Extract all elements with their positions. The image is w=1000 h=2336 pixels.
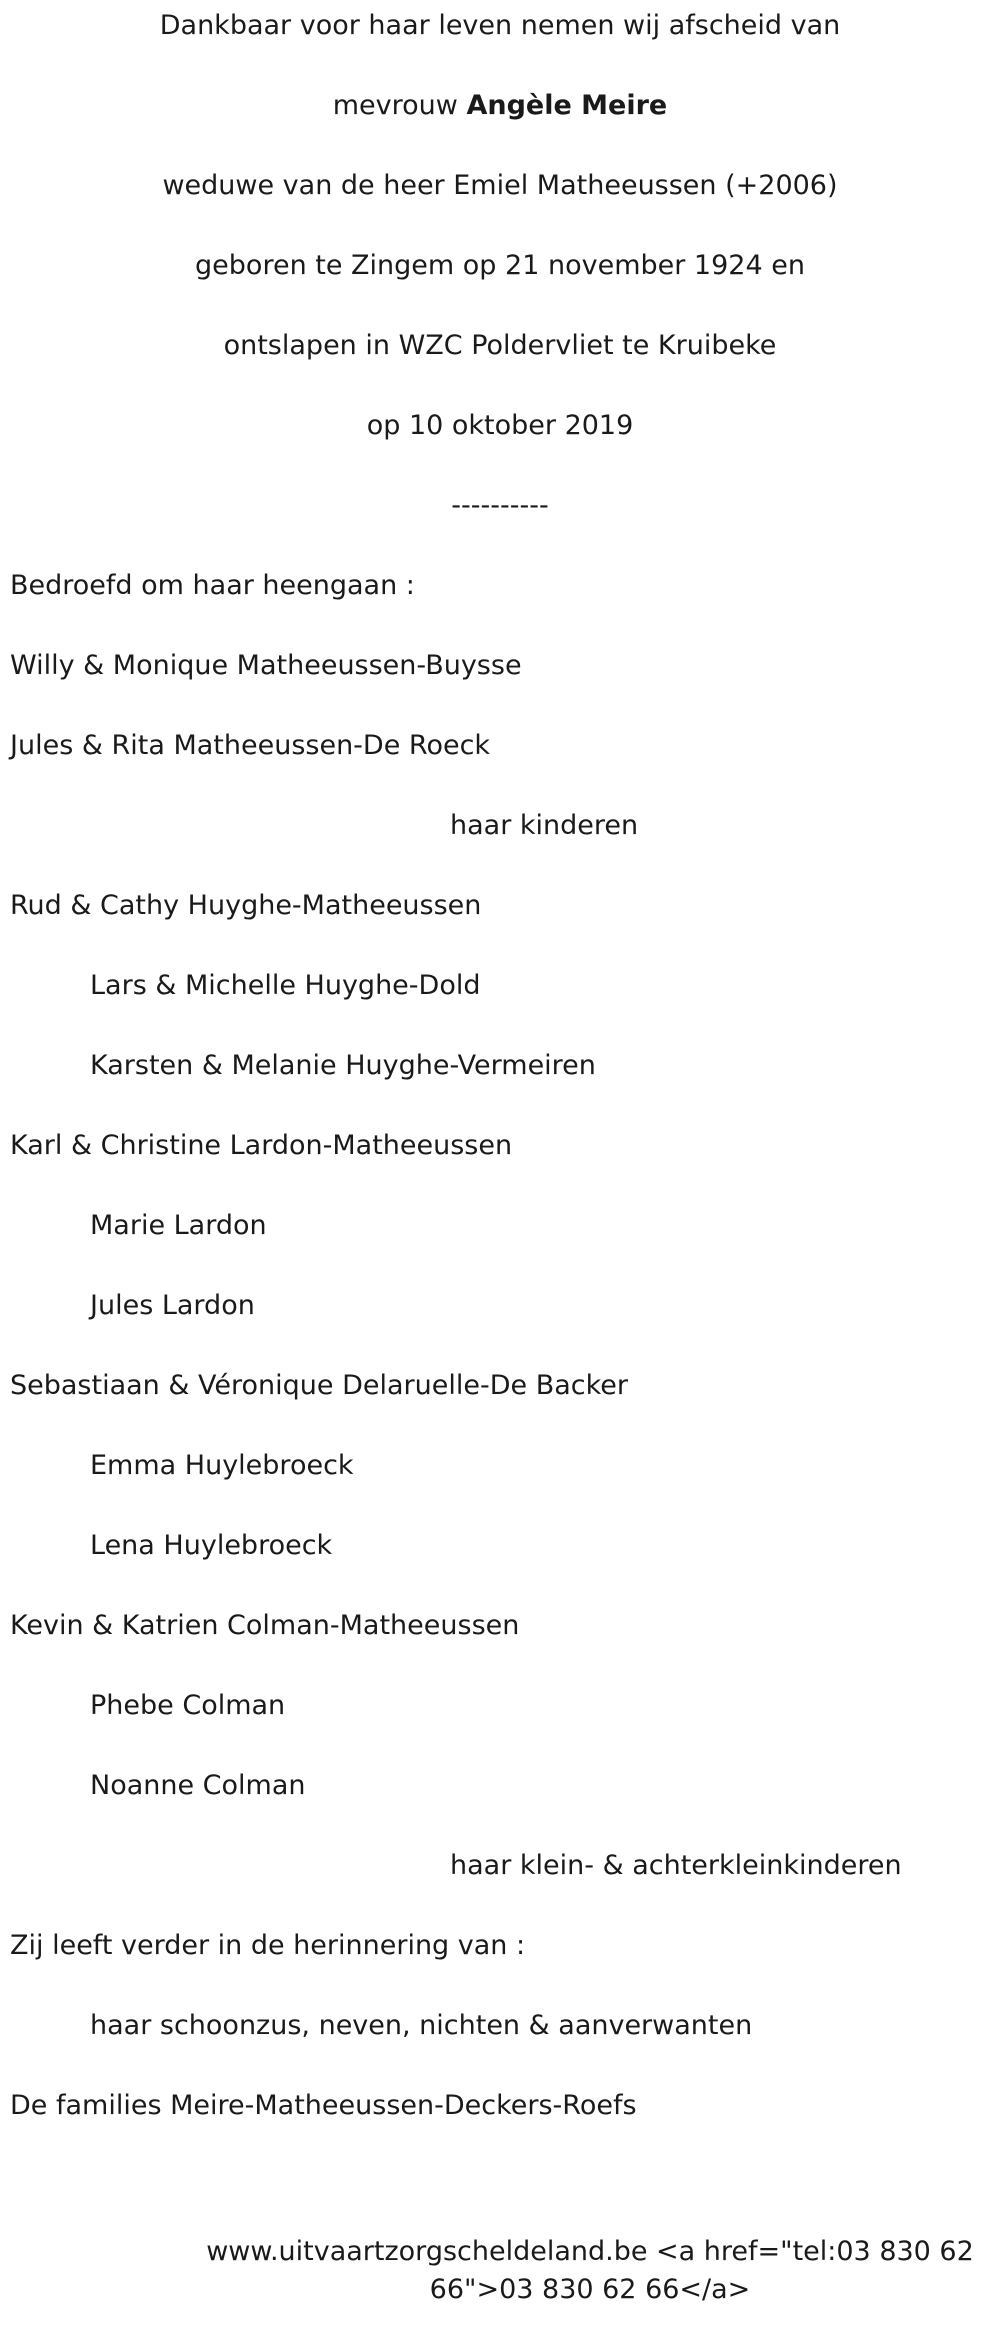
mourners-heading: Bedroefd om haar heengaan : [10,570,415,601]
title-prefix: mevrouw [332,90,467,121]
relation-label: haar klein- & achterkleinkinderen [450,1850,902,1881]
deceased-name-line [0,89,1000,123]
mourner-line: Lena Huylebroeck [90,1530,333,1561]
memory-heading: Zij leeft verder in de herinnering van : [10,1930,526,1961]
mourner-line: Jules & Rita Matheeussen-De Roeck [10,730,491,761]
mourner-line: Kevin & Katrien Colman-Matheeussen [10,1610,520,1641]
divider: ---------- [451,490,549,521]
widow-line: weduwe van de heer Emiel Matheeussen (+2006) [162,170,838,201]
mourner-line: Willy & Monique Matheeussen-Buysse [10,650,522,681]
mourner-line: Emma Huylebroeck [90,1450,354,1481]
birth-line: geboren te Zingem op 21 november 1924 en [195,250,805,281]
intro-line: Dankbaar voor haar leven nemen wij afscheid van [159,10,841,41]
families-line: De families Meire-Matheeussen-Deckers-Roefs [10,2090,637,2121]
mourner-line: Rud & Cathy Huyghe-Matheeussen [10,890,482,921]
mourner-line: Jules Lardon [90,1290,255,1321]
mourner-line: Marie Lardon [90,1210,267,1241]
mourner-line: Karsten & Melanie Huyghe-Vermeiren [90,1050,596,1081]
mourner-line: Phebe Colman [90,1690,286,1721]
death-date-line: op 10 oktober 2019 [366,410,634,441]
mourner-line: Lars & Michelle Huyghe-Dold [90,970,481,1001]
funeral-home-contact: www.uitvaartzorgscheldeland.be <a href="tel:03 830 62 66">03 830 62 66</a> [206,2236,974,2305]
relation-label: haar kinderen [450,810,639,841]
death-place-line: ontslapen in WZC Poldervliet te Kruibeke [223,330,777,361]
mourner-line: Sebastiaan & Véronique Delaruelle-De Backer [10,1370,628,1401]
mourner-line: haar schoonzus, neven, nichten & aanverwanten [90,2010,753,2041]
deceased-name: Angèle Meire [466,90,668,121]
mourner-line: Karl & Christine Lardon-Matheeussen [10,1130,513,1161]
mourner-line: Noanne Colman [90,1770,306,1801]
